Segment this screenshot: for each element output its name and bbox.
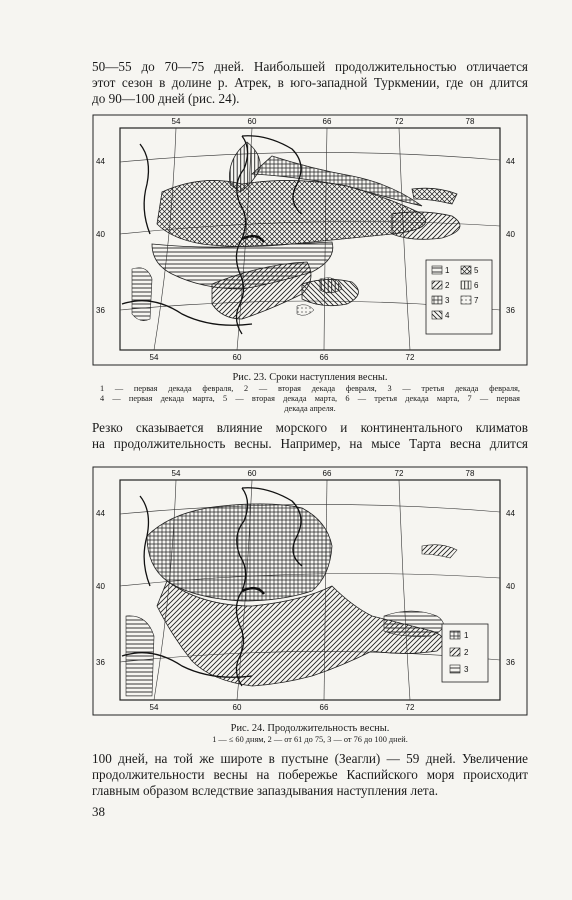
paragraph-middle	[92, 420, 528, 452]
svg-text:54: 54	[149, 703, 159, 712]
legend	[442, 624, 488, 682]
svg-text:66: 66	[319, 703, 329, 712]
figure-24-map	[92, 466, 528, 716]
svg-text:44: 44	[96, 509, 105, 518]
svg-text:3: 3	[464, 665, 469, 674]
paragraph-top	[92, 59, 528, 108]
svg-text:54: 54	[171, 117, 181, 126]
svg-text:60: 60	[232, 703, 242, 712]
svg-text:40: 40	[506, 582, 515, 591]
caption-title: Рис. 24. Продолжительность весны.	[230, 723, 390, 734]
svg-text:2: 2	[464, 648, 469, 657]
svg-text:1: 1	[445, 266, 450, 275]
svg-text:36: 36	[506, 306, 515, 315]
svg-text:54: 54	[149, 353, 159, 362]
svg-text:5: 5	[474, 266, 479, 275]
caption-line: декада апреля.	[284, 404, 336, 414]
text-line: до 90—100 дней (рис. 24).	[92, 91, 240, 107]
svg-text:3: 3	[445, 296, 450, 305]
svg-text:36: 36	[96, 306, 105, 315]
svg-text:60: 60	[232, 353, 242, 362]
svg-text:4: 4	[445, 311, 450, 320]
svg-text:72: 72	[405, 353, 415, 362]
svg-text:66: 66	[322, 117, 332, 126]
text-line: 50—55 до 70—75 дней. Наибольшей продолжительностью отличается	[92, 59, 528, 74]
svg-text:40: 40	[96, 230, 105, 239]
svg-text:44: 44	[96, 157, 105, 166]
svg-text:40: 40	[506, 230, 515, 239]
caption-title: Рис. 23. Сроки наступления весны.	[232, 372, 388, 383]
svg-text:44: 44	[506, 157, 515, 166]
svg-text:44: 44	[506, 509, 515, 518]
caption-line: 1 — первая декада февраля, 2 — вторая декада февраля, 3 — третья декада февраля,	[100, 384, 520, 393]
svg-text:60: 60	[247, 469, 257, 478]
svg-text:1: 1	[464, 631, 469, 640]
svg-text:78: 78	[465, 469, 475, 478]
svg-text:66: 66	[319, 353, 329, 362]
svg-text:6: 6	[474, 281, 479, 290]
caption-line: 4 — первая декада марта, 5 — вторая декада марта, 6 — третья декада марта, 7 — первая	[100, 394, 520, 404]
svg-text:60: 60	[247, 117, 257, 126]
text-line: этот сезон в долине р. Атрек, в юго-западной Туркмении, где он длится	[92, 75, 528, 91]
svg-text:40: 40	[96, 582, 105, 591]
text-line: 100 дней, на той же широте в пустыне (Зеагли) — 59 дней. Увеличение	[92, 751, 528, 766]
figure-23-map	[92, 114, 528, 366]
svg-text:7: 7	[474, 296, 479, 305]
svg-text:72: 72	[405, 703, 415, 712]
text-line: Резко сказывается влияние морского и континентального климатов	[92, 420, 528, 435]
text-line: продолжительности весны на побережье Каспийского моря происходит	[92, 767, 528, 783]
figure-24-caption	[92, 722, 528, 745]
svg-text:54: 54	[171, 469, 181, 478]
svg-text:36: 36	[506, 658, 515, 667]
text-line: на продолжительность весны. Например, на мысе Тарта весна длится	[92, 436, 528, 452]
caption-line: 1 — ≤ 60 дням, 2 — от 61 до 75, 3 — от 76 до 100 дней.	[212, 735, 408, 744]
page-number: 38	[92, 804, 105, 819]
svg-text:2: 2	[445, 281, 450, 290]
paragraph-bottom	[92, 751, 528, 800]
text-line: главным образом вследствие запаздывания наступления лета.	[92, 783, 438, 799]
caption-body	[92, 384, 528, 415]
svg-text:78: 78	[465, 117, 475, 126]
svg-text:72: 72	[394, 117, 404, 126]
svg-text:36: 36	[96, 658, 105, 667]
legend	[426, 260, 492, 334]
figure-23-caption	[92, 371, 528, 415]
caption-body	[92, 735, 528, 745]
svg-text:72: 72	[394, 469, 404, 478]
svg-text:66: 66	[322, 469, 332, 478]
